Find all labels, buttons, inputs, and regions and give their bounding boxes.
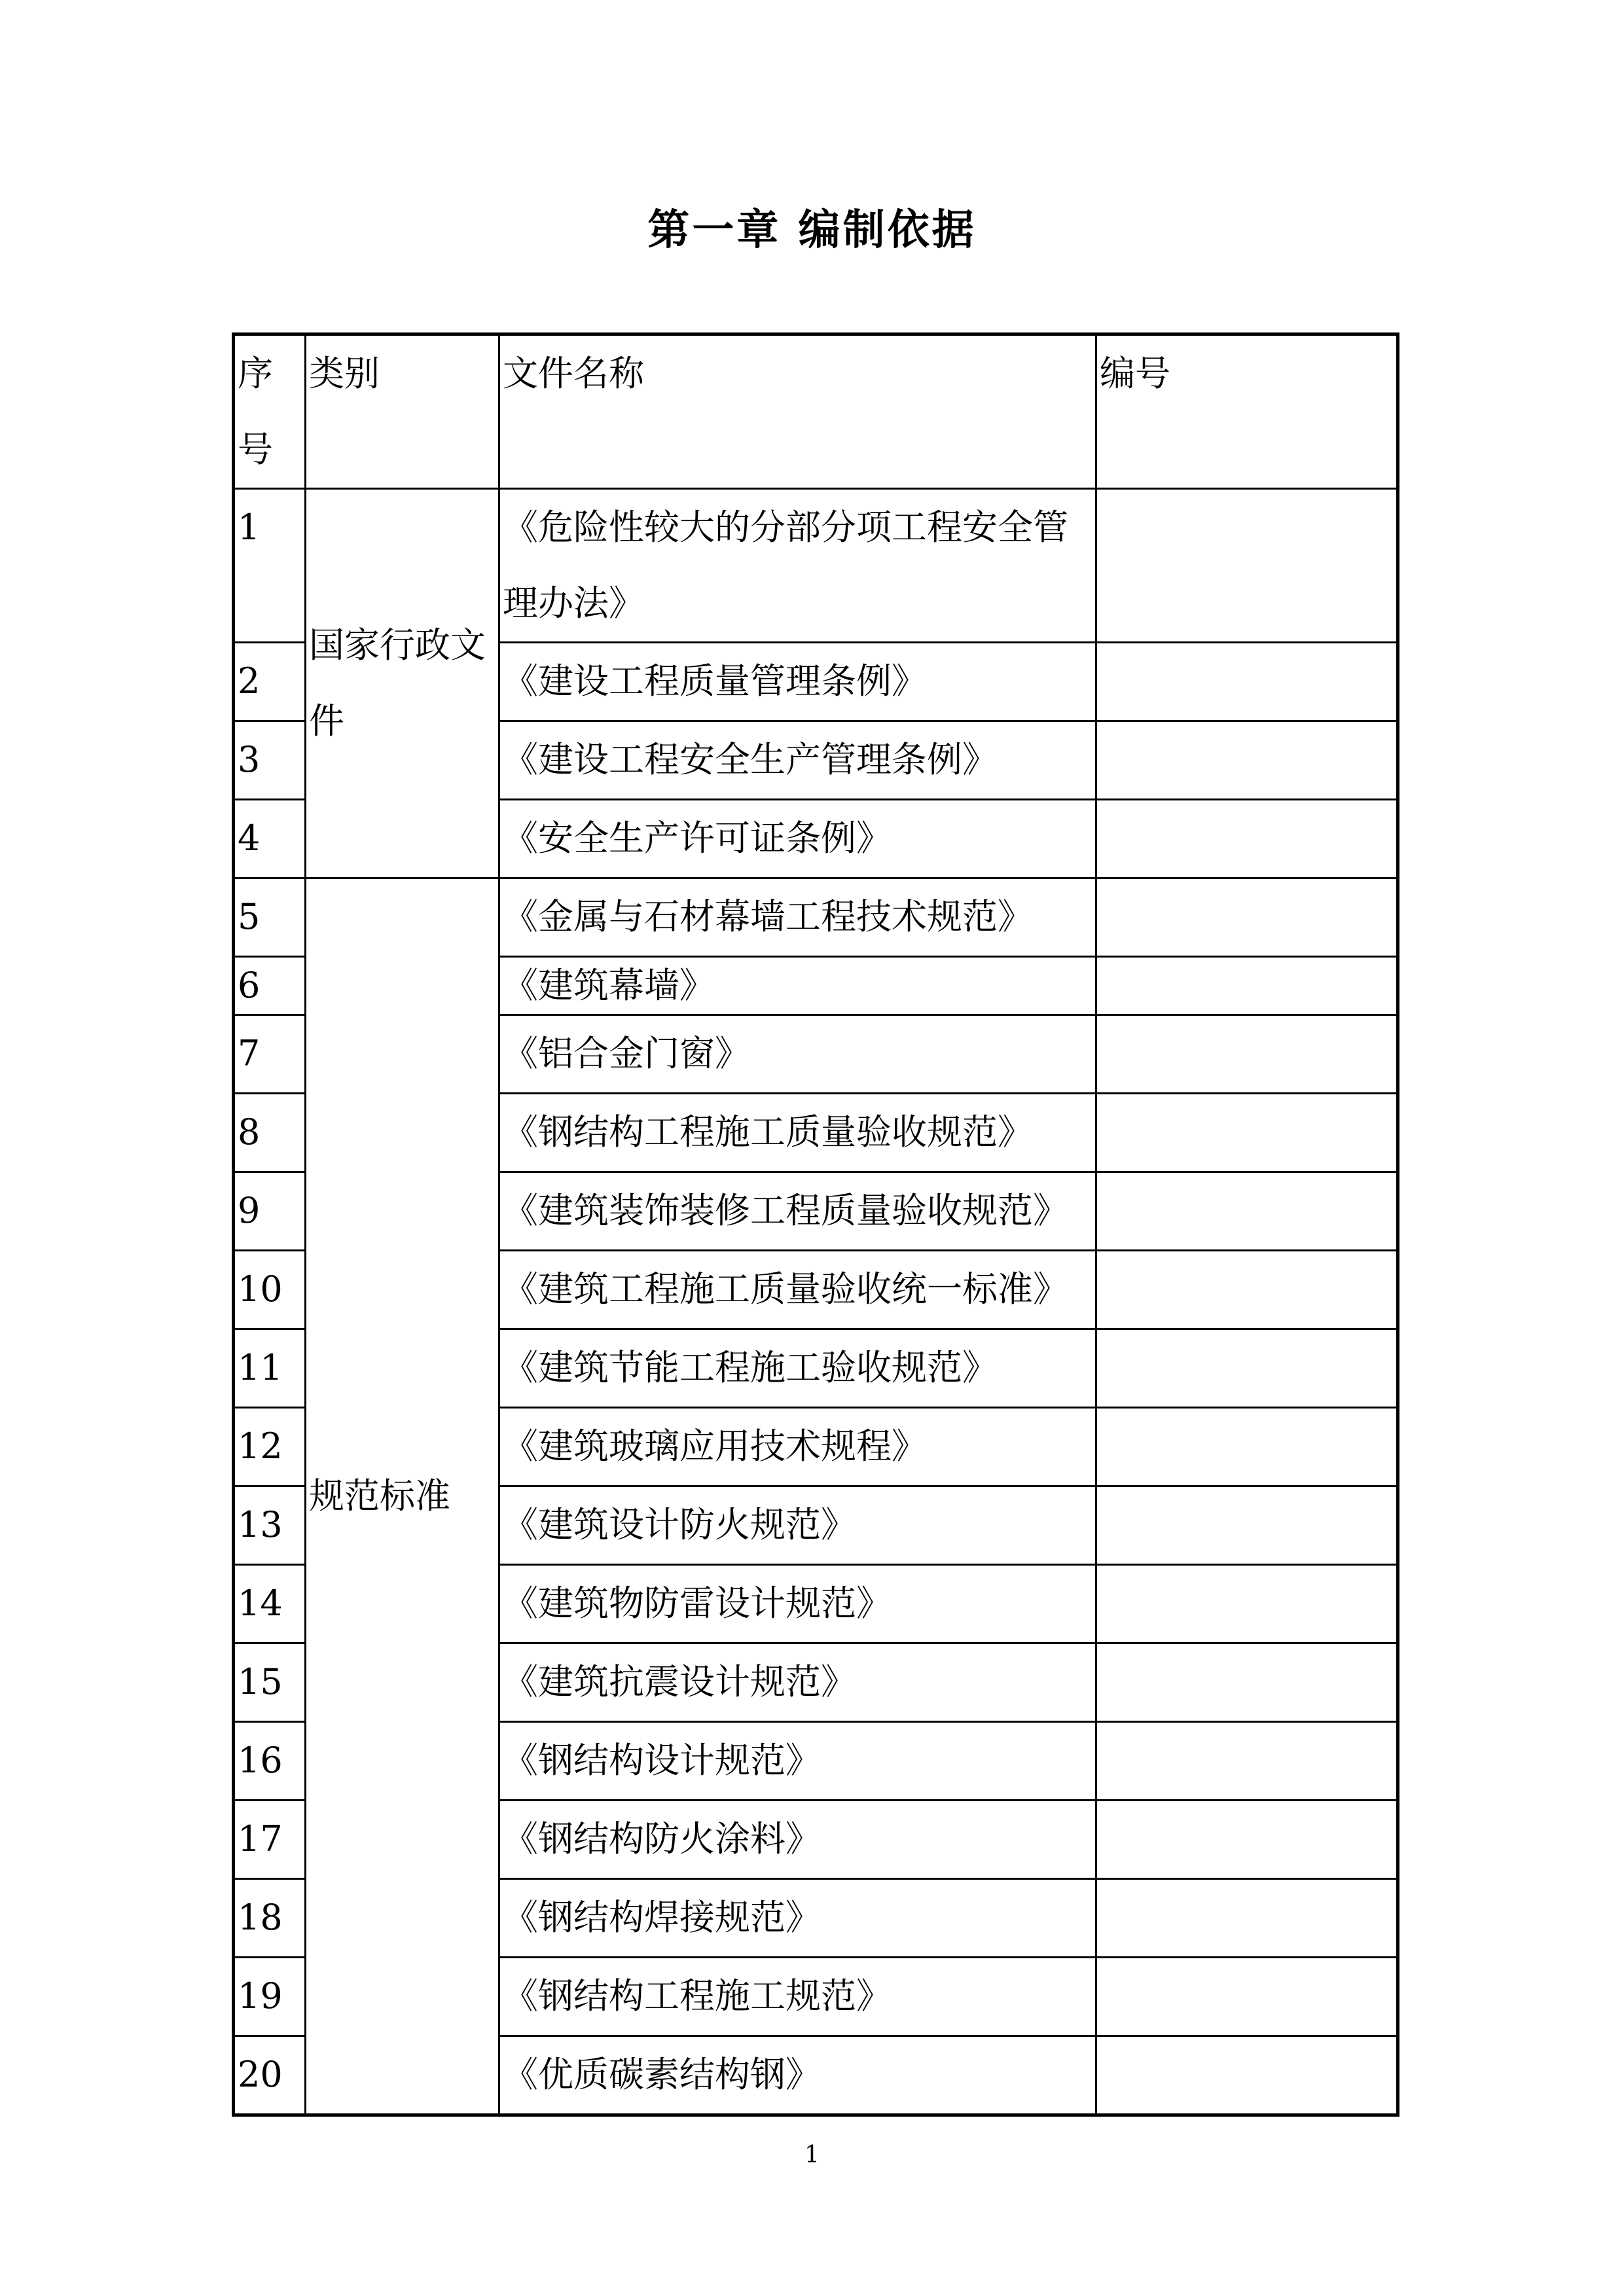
row-document-name: 《钢结构防火涂料》 [499, 1801, 1096, 1879]
row-number [1096, 1643, 1398, 1722]
row-document-name: 《建筑物防雷设计规范》 [499, 1565, 1096, 1643]
row-document-name: 《危险性较大的分部分项工程安全管理办法》 [499, 489, 1096, 643]
row-document-name: 《钢结构焊接规范》 [499, 1879, 1096, 1958]
row-seq: 10 [234, 1251, 306, 1329]
row-number [1096, 643, 1398, 721]
header-number: 编号 [1096, 334, 1398, 489]
row-seq: 18 [234, 1879, 306, 1958]
row-number [1096, 1015, 1398, 1094]
row-document-name: 《建筑抗震设计规范》 [499, 1643, 1096, 1722]
row-number [1096, 721, 1398, 800]
row-seq: 16 [234, 1722, 306, 1801]
row-document-name: 《安全生产许可证条例》 [499, 800, 1096, 878]
row-document-name: 《建筑玻璃应用技术规程》 [499, 1408, 1096, 1486]
row-number [1096, 1486, 1398, 1565]
row-seq: 9 [234, 1172, 306, 1251]
page-number: 1 [804, 2142, 820, 2168]
row-number [1096, 1251, 1398, 1329]
row-document-name: 《钢结构设计规范》 [499, 1722, 1096, 1801]
header-category: 类别 [306, 334, 499, 489]
table-header-row [234, 334, 1398, 489]
row-seq: 7 [234, 1015, 306, 1094]
row-seq: 2 [234, 643, 306, 721]
row-document-name: 《建设工程安全生产管理条例》 [499, 721, 1096, 800]
row-document-name: 《建筑设计防火规范》 [499, 1486, 1096, 1565]
category-cell: 规范标准 [306, 878, 499, 2115]
row-document-name: 《建筑节能工程施工验收规范》 [499, 1329, 1096, 1408]
row-seq: 3 [234, 721, 306, 800]
row-document-name: 《建设工程质量管理条例》 [499, 643, 1096, 721]
row-seq: 15 [234, 1643, 306, 1722]
header-name: 文件名称 [499, 334, 1096, 489]
basis-table [232, 332, 1399, 2117]
row-document-name: 《金属与石材幕墙工程技术规范》 [499, 878, 1096, 957]
row-document-name: 《优质碳素结构钢》 [499, 2036, 1096, 2115]
row-number [1096, 1722, 1398, 1801]
row-seq: 20 [234, 2036, 306, 2115]
row-seq: 11 [234, 1329, 306, 1408]
row-seq: 14 [234, 1565, 306, 1643]
row-document-name: 《钢结构工程施工质量验收规范》 [499, 1094, 1096, 1172]
row-document-name: 《钢结构工程施工规范》 [499, 1958, 1096, 2036]
row-seq: 4 [234, 800, 306, 878]
row-seq: 13 [234, 1486, 306, 1565]
row-document-name: 《建筑装饰装修工程质量验收规范》 [499, 1172, 1096, 1251]
row-number [1096, 2036, 1398, 2115]
row-number [1096, 878, 1398, 957]
row-number [1096, 1958, 1398, 2036]
row-seq: 8 [234, 1094, 306, 1172]
row-number [1096, 1565, 1398, 1643]
row-seq: 17 [234, 1801, 306, 1879]
row-number [1096, 489, 1398, 643]
row-seq: 12 [234, 1408, 306, 1486]
row-number [1096, 1329, 1398, 1408]
row-number [1096, 1172, 1398, 1251]
page-title: 第一章 编制依据 [647, 206, 977, 255]
row-number [1096, 1408, 1398, 1486]
table-row [234, 878, 1398, 957]
row-document-name: 《铝合金门窗》 [499, 1015, 1096, 1094]
row-document-name: 《建筑幕墙》 [499, 957, 1096, 1015]
row-document-name: 《建筑工程施工质量验收统一标准》 [499, 1251, 1096, 1329]
row-seq: 5 [234, 878, 306, 957]
row-seq: 6 [234, 957, 306, 1015]
row-seq: 19 [234, 1958, 306, 2036]
header-seq: 序号 [234, 334, 306, 489]
row-number [1096, 800, 1398, 878]
category-cell: 国家行政文件 [306, 489, 499, 878]
row-number [1096, 1801, 1398, 1879]
row-number [1096, 1879, 1398, 1958]
row-number [1096, 1094, 1398, 1172]
table-row [234, 489, 1398, 643]
row-number [1096, 957, 1398, 1015]
row-seq: 1 [234, 489, 306, 643]
